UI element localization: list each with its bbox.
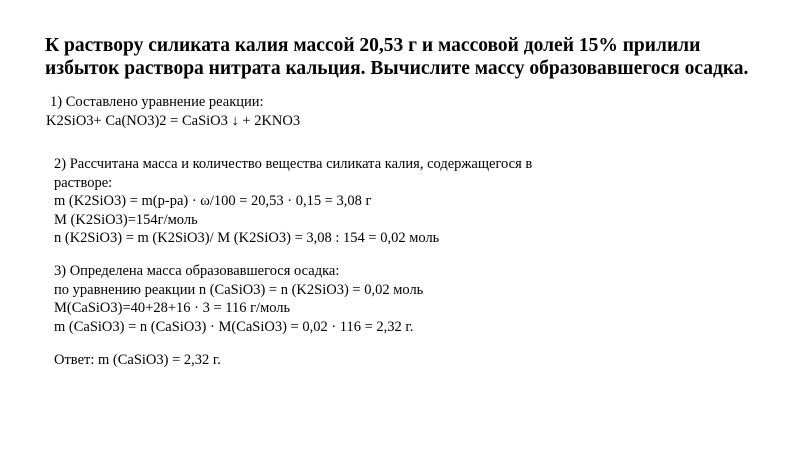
step-3-block xyxy=(54,262,423,336)
amount-k2sio3-calc: n (K2SiO3) = m (K2SiO3)/ M (K2SiO3) = 3,08 : 154 = 0,02 моль xyxy=(54,230,440,246)
reaction-equation: K2SiO3+ Ca(NO3)2 = CaSiO3 ↓ + 2KNO3 xyxy=(46,112,301,129)
step-2-block xyxy=(54,155,532,248)
mass-k2sio3-calc: m (K2SiO3) = m(р-ра) · ω/100 = 20,53 · 0,15 = 3,08 г xyxy=(54,193,372,209)
problem-statement xyxy=(45,34,785,80)
mass-casio3-calc: m (CaSiO3) = n (CaSiO3) · M(CaSiO3) = 0,02 · 116 = 2,32 г. xyxy=(54,318,414,335)
problem-line-1: К раствору силиката калия массой 20,53 г и массовой долей 15% прилили xyxy=(45,35,701,56)
step-2-heading-cont: растворе: xyxy=(54,174,113,191)
step-1-heading: 1) Составлено уравнение реакции: xyxy=(50,94,264,110)
molar-mass-casio3: M(CaSiO3)=40+28+16 · 3 = 116 г/моль xyxy=(54,300,291,316)
step-2-heading: 2) Рассчитана масса и количество вещества силиката калия, содержащегося в xyxy=(54,156,533,172)
step-3-heading: 3) Определена масса образовавшегося осадка: xyxy=(54,263,340,279)
amount-casio3: по уравнению реакции n (CaSiO3) = n (K2SiO3) = 0,02 моль xyxy=(54,281,424,298)
molar-mass-k2sio3: M (K2SiO3)=154г/моль xyxy=(54,211,198,228)
problem-line-2: избыток раствора нитрата кальция. Вычислите массу образовавшегося осадка. xyxy=(45,58,749,79)
step-1-block xyxy=(46,93,301,130)
answer xyxy=(54,351,221,370)
answer-text: Ответ: m (CaSiO3) = 2,32 г. xyxy=(54,352,221,368)
